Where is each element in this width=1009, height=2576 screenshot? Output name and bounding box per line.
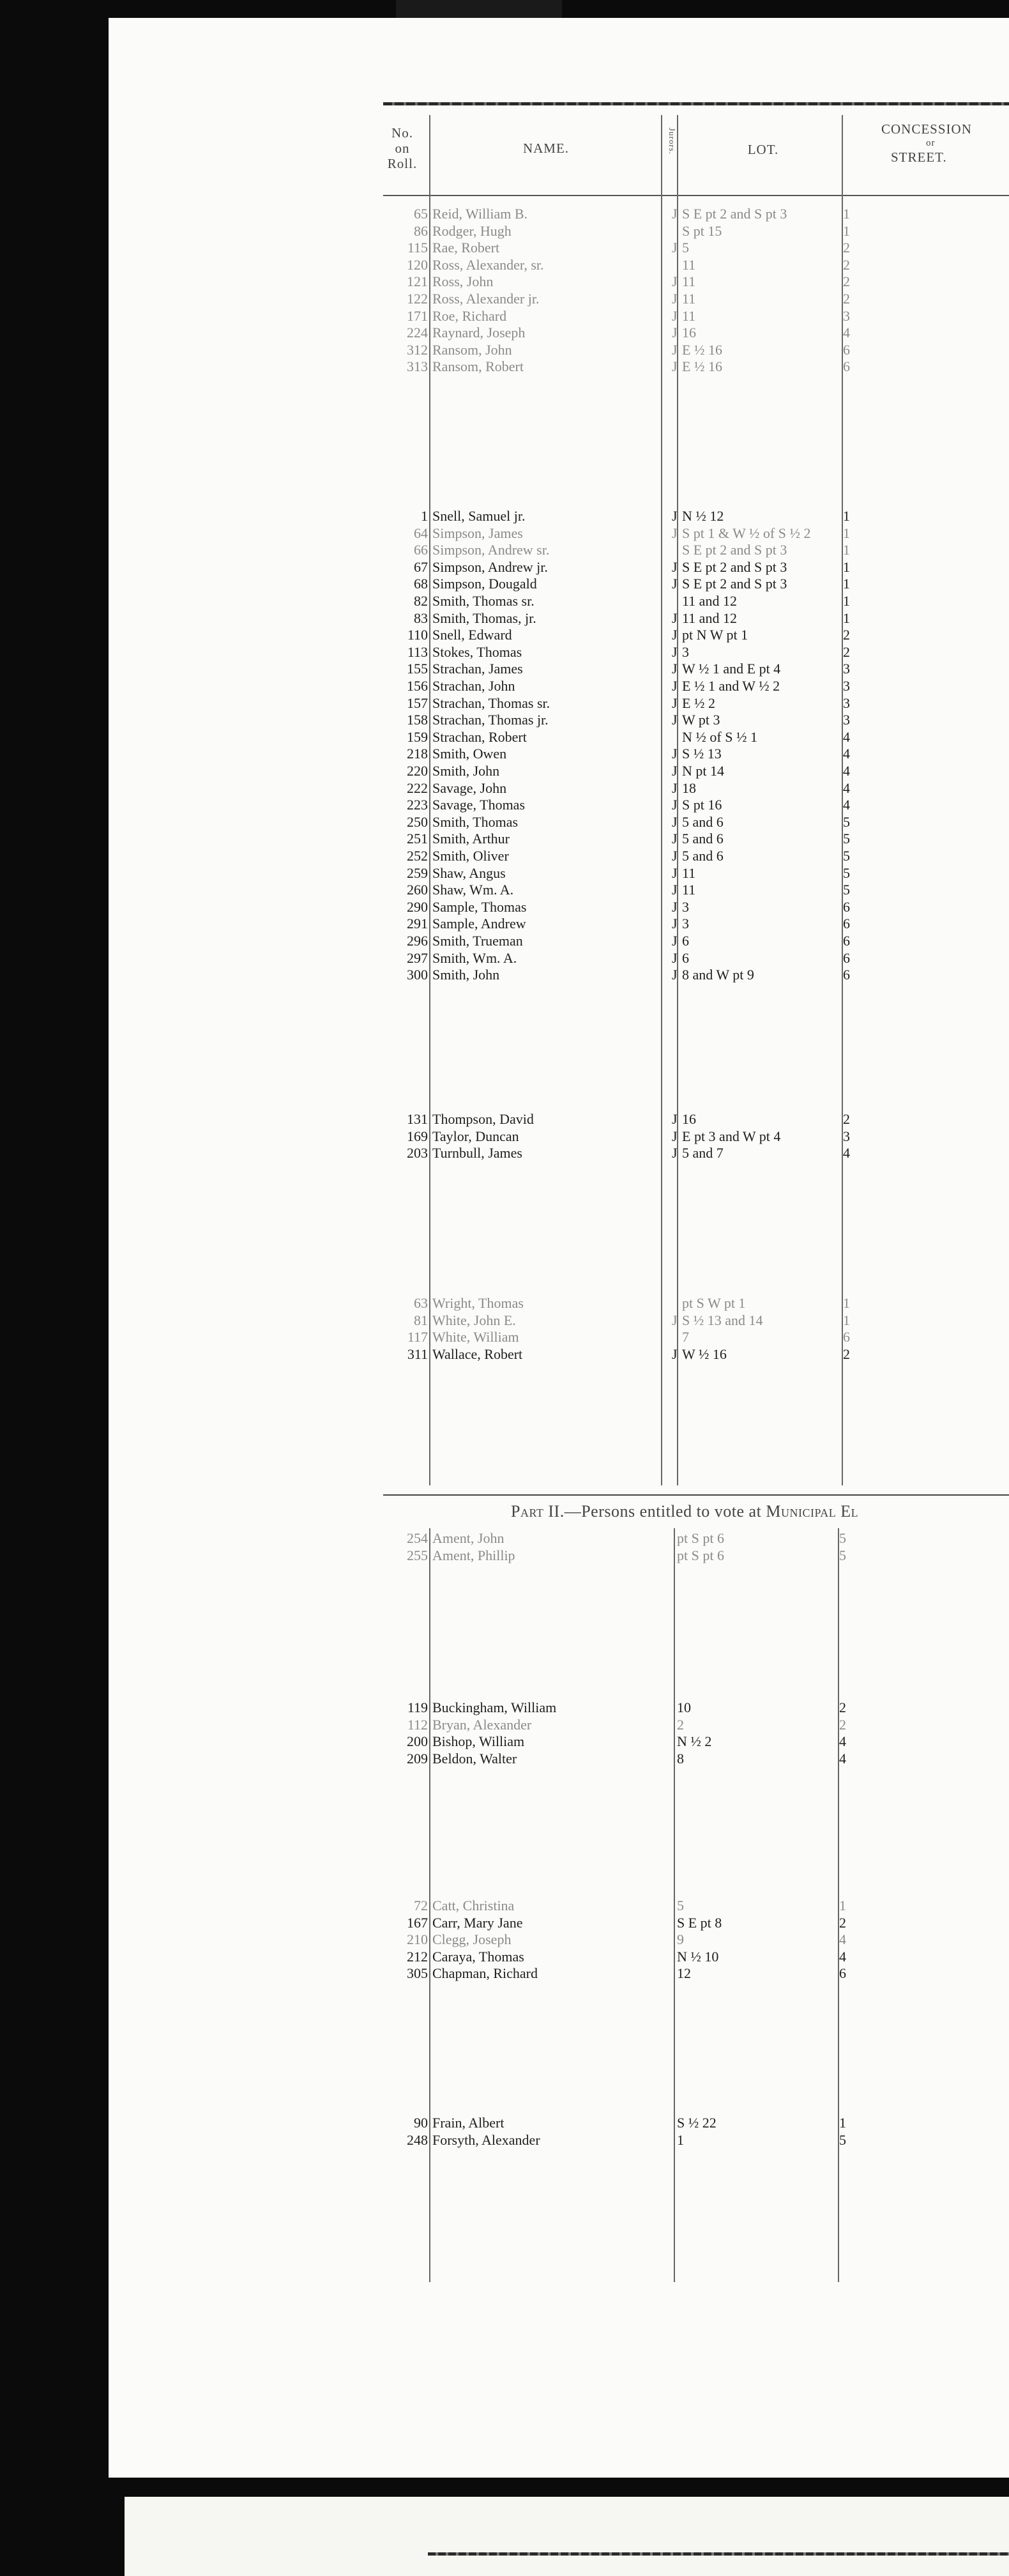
header-roll-line1: No. bbox=[391, 125, 413, 141]
part2-tail: Municipal El bbox=[766, 1502, 859, 1521]
lot: S E pt 8 bbox=[677, 1914, 722, 1931]
lot: S E pt 2 and S pt 3 bbox=[682, 206, 787, 222]
concession: 4 bbox=[843, 797, 850, 813]
voter-name: Snell, Samuel jr. bbox=[432, 508, 526, 524]
lot: 16 bbox=[682, 1111, 696, 1127]
concession: 1 bbox=[843, 610, 850, 626]
voter-name: Shaw, Angus bbox=[432, 864, 506, 881]
roll-number: 220 bbox=[407, 763, 428, 779]
roll-number: 121 bbox=[407, 273, 428, 290]
voter-name: Simpson, Dougald bbox=[432, 576, 537, 592]
voter-name: Savage, Thomas bbox=[432, 797, 526, 813]
roll-number: 157 bbox=[407, 694, 428, 711]
roll-number: 82 bbox=[414, 593, 428, 609]
concession: 2 bbox=[843, 1346, 850, 1362]
lot: W ½ 16 bbox=[682, 1346, 727, 1362]
roll-number: 1 bbox=[421, 508, 428, 524]
header-bottom-rule bbox=[383, 195, 1009, 196]
roll-number: 86 bbox=[414, 222, 428, 239]
juror-mark: J bbox=[672, 610, 678, 626]
roll-number: 259 bbox=[407, 864, 428, 881]
concession: 1 bbox=[843, 222, 850, 239]
juror-mark: J bbox=[672, 240, 678, 256]
lot: 11 bbox=[682, 864, 696, 881]
part2-rule bbox=[383, 1494, 1009, 1496]
roll-number: 218 bbox=[407, 746, 428, 762]
concession: 6 bbox=[843, 341, 850, 358]
concession: 2 bbox=[843, 273, 850, 290]
roll-number: 291 bbox=[407, 916, 428, 932]
voter-name: Reid, William B. bbox=[432, 206, 528, 222]
roll-number: 290 bbox=[407, 898, 428, 915]
juror-mark: J bbox=[672, 848, 678, 864]
juror-mark: J bbox=[672, 712, 678, 728]
concession: 3 bbox=[843, 307, 850, 324]
lot: E ½ 2 bbox=[682, 694, 715, 711]
lot: 1 bbox=[677, 2131, 684, 2148]
lot: 11 bbox=[682, 291, 696, 307]
lot: 5 and 7 bbox=[682, 1145, 724, 1162]
juror-mark: J bbox=[672, 813, 678, 830]
header-name: NAME. bbox=[522, 141, 570, 156]
lot: 6 bbox=[682, 949, 689, 966]
voter-name: Smith, John bbox=[432, 763, 500, 779]
roll-number: 64 bbox=[414, 525, 428, 541]
roll-number: 248 bbox=[407, 2131, 428, 2148]
roll-number: 110 bbox=[407, 627, 428, 643]
roll-number: 83 bbox=[414, 610, 428, 626]
concession: 4 bbox=[839, 1948, 846, 1965]
concession: 3 bbox=[843, 694, 850, 711]
lot: 5 and 6 bbox=[682, 831, 724, 847]
juror-mark: J bbox=[672, 643, 678, 660]
voter-name: Buckingham, William bbox=[432, 1699, 557, 1715]
voter-name: Wright, Thomas bbox=[432, 1295, 524, 1311]
roll-number: 311 bbox=[407, 1346, 428, 1362]
lot: 3 bbox=[682, 916, 689, 932]
roll-number: 156 bbox=[407, 678, 428, 694]
juror-mark: J bbox=[672, 797, 678, 813]
lot: N ½ 10 bbox=[677, 1948, 719, 1965]
lot: E ½ 1 and W ½ 2 bbox=[682, 678, 780, 694]
concession: 5 bbox=[839, 1530, 846, 1546]
concession: 6 bbox=[843, 1329, 850, 1346]
roll-number: 115 bbox=[407, 240, 428, 256]
concession: 4 bbox=[843, 325, 850, 341]
voter-name: Frain, Albert bbox=[432, 2115, 504, 2131]
part2-prefix: Part II. bbox=[511, 1502, 565, 1521]
roll-number: 90 bbox=[414, 2115, 428, 2131]
roll-number: 305 bbox=[407, 1965, 428, 1982]
voter-name: Thompson, David bbox=[432, 1111, 534, 1127]
header-roll-line2: on bbox=[395, 141, 410, 156]
concession: 4 bbox=[839, 1733, 846, 1750]
document-page bbox=[109, 18, 1009, 2478]
roll-number: 297 bbox=[407, 949, 428, 966]
concession: 2 bbox=[843, 256, 850, 273]
concession: 4 bbox=[843, 746, 850, 762]
voter-name: Smith, Trueman bbox=[432, 933, 523, 949]
lot: 10 bbox=[677, 1699, 691, 1715]
concession: 2 bbox=[843, 627, 850, 643]
roll-number: 171 bbox=[407, 307, 428, 324]
concession: 1 bbox=[843, 1312, 850, 1328]
lot: 11 bbox=[682, 307, 696, 324]
concession: 5 bbox=[843, 864, 850, 881]
juror-mark: J bbox=[672, 882, 678, 898]
lot: S E pt 2 and S pt 3 bbox=[682, 558, 787, 575]
voter-name: Strachan, Robert bbox=[432, 728, 527, 745]
concession: 5 bbox=[843, 882, 850, 898]
voter-name: Ament, Phillip bbox=[432, 1547, 515, 1563]
lot: S pt 1 & W ½ of S ½ 2 bbox=[682, 525, 811, 541]
lot: 11 bbox=[682, 882, 696, 898]
voter-name: Clegg, Joseph bbox=[432, 1931, 512, 1948]
part2-title bbox=[511, 1501, 858, 1522]
roll-number: 260 bbox=[407, 882, 428, 898]
voter-name: Raynard, Joseph bbox=[432, 325, 526, 341]
roll-number: 252 bbox=[407, 848, 428, 864]
voter-name: Savage, John bbox=[432, 779, 507, 796]
concession: 4 bbox=[843, 779, 850, 796]
voter-name: Simpson, Andrew jr. bbox=[432, 558, 548, 575]
voter-name: Shaw, Wm. A. bbox=[432, 882, 514, 898]
juror-mark: J bbox=[672, 558, 678, 575]
juror-mark: J bbox=[672, 358, 678, 375]
roll-number: 167 bbox=[407, 1914, 428, 1931]
roll-number: 254 bbox=[407, 1530, 428, 1546]
juror-mark: J bbox=[672, 627, 678, 643]
concession: 1 bbox=[843, 558, 850, 575]
lot: W ½ 1 and E pt 4 bbox=[682, 661, 781, 677]
juror-mark: J bbox=[672, 325, 678, 341]
roll-number: 255 bbox=[407, 1547, 428, 1563]
concession: 4 bbox=[843, 763, 850, 779]
concession: 2 bbox=[843, 1111, 850, 1127]
concession: 6 bbox=[843, 967, 850, 983]
juror-mark: J bbox=[672, 1111, 678, 1127]
roll-number: 119 bbox=[407, 1699, 428, 1715]
juror-mark: J bbox=[672, 206, 678, 222]
concession: 5 bbox=[843, 831, 850, 847]
voter-name: Sample, Thomas bbox=[432, 898, 527, 915]
voter-name: Strachan, Thomas sr. bbox=[432, 694, 550, 711]
concession: 1 bbox=[843, 206, 850, 222]
juror-mark: J bbox=[672, 1312, 678, 1328]
concession: 5 bbox=[839, 2131, 846, 2148]
lot: pt S pt 6 bbox=[677, 1547, 724, 1563]
lot: 5 bbox=[682, 240, 689, 256]
roll-number: 67 bbox=[414, 558, 428, 575]
header-roll-line3: Roll. bbox=[387, 156, 418, 171]
lot: 6 bbox=[682, 933, 689, 949]
lot: 8 and W pt 9 bbox=[682, 967, 754, 983]
lot: S E pt 2 and S pt 3 bbox=[682, 542, 787, 558]
voter-name: Chapman, Richard bbox=[432, 1965, 538, 1982]
voter-name: Rodger, Hugh bbox=[432, 222, 512, 239]
roll-number: 113 bbox=[407, 643, 428, 660]
roll-number: 131 bbox=[407, 1111, 428, 1127]
concession: 6 bbox=[843, 949, 850, 966]
header-top-rule bbox=[383, 102, 1009, 105]
header-concession bbox=[846, 121, 1009, 165]
juror-mark: J bbox=[672, 525, 678, 541]
lot: pt N W pt 1 bbox=[682, 627, 748, 643]
voter-name: Smith, John bbox=[432, 967, 500, 983]
juror-mark: J bbox=[672, 1145, 678, 1162]
roll-number: 300 bbox=[407, 967, 428, 983]
voter-name: Ament, John bbox=[432, 1530, 504, 1546]
voter-name: White, John E. bbox=[432, 1312, 516, 1328]
voter-name: Stokes, Thomas bbox=[432, 643, 522, 660]
concession: 5 bbox=[843, 813, 850, 830]
roll-number: 313 bbox=[407, 358, 428, 375]
lot: pt S pt 6 bbox=[677, 1530, 724, 1546]
concession: 4 bbox=[839, 1750, 846, 1767]
lot: E ½ 16 bbox=[682, 341, 722, 358]
lot: 5 and 6 bbox=[682, 813, 724, 830]
part2-divider-name-lot bbox=[674, 1528, 675, 2282]
voter-name: Forsyth, Alexander bbox=[432, 2131, 540, 2148]
header-roll bbox=[380, 125, 425, 171]
lot: N ½ of S ½ 1 bbox=[682, 728, 757, 745]
roll-number: 120 bbox=[407, 256, 428, 273]
voter-name: Ross, John bbox=[432, 273, 494, 290]
lot: 18 bbox=[682, 779, 696, 796]
juror-mark: J bbox=[672, 898, 678, 915]
voter-name: Smith, Thomas bbox=[432, 813, 519, 830]
juror-mark: J bbox=[672, 949, 678, 966]
voter-name: Turnbull, James bbox=[432, 1145, 522, 1162]
voter-name: Beldon, Walter bbox=[432, 1750, 517, 1767]
voter-name: Caraya, Thomas bbox=[432, 1948, 524, 1965]
concession: 4 bbox=[839, 1931, 846, 1948]
concession: 4 bbox=[843, 728, 850, 745]
juror-mark: J bbox=[672, 1346, 678, 1362]
voter-name: Wallace, Robert bbox=[432, 1346, 523, 1362]
roll-number: 212 bbox=[407, 1948, 428, 1965]
juror-mark: J bbox=[672, 916, 678, 932]
concession: 5 bbox=[839, 1547, 846, 1563]
lot: S ½ 22 bbox=[677, 2115, 717, 2131]
concession: 6 bbox=[839, 1965, 846, 1982]
header-concession-line1: CONCESSION bbox=[881, 121, 972, 137]
lot: 9 bbox=[677, 1931, 684, 1948]
lot: N ½ 2 bbox=[677, 1733, 712, 1750]
lot: 3 bbox=[682, 898, 689, 915]
concession: 2 bbox=[843, 291, 850, 307]
voter-name: Smith, Thomas, jr. bbox=[432, 610, 536, 626]
voter-name: Roe, Richard bbox=[432, 307, 507, 324]
voter-name: Smith, Thomas sr. bbox=[432, 593, 535, 609]
divider-roll-name bbox=[429, 115, 430, 1485]
concession: 2 bbox=[839, 1716, 846, 1733]
voter-name: Bryan, Alexander bbox=[432, 1716, 532, 1733]
concession: 2 bbox=[843, 240, 850, 256]
roll-number: 155 bbox=[407, 661, 428, 677]
roll-number: 203 bbox=[407, 1145, 428, 1162]
voter-name: Smith, Arthur bbox=[432, 831, 510, 847]
next-page-edge bbox=[125, 2497, 1009, 2576]
concession: 6 bbox=[843, 933, 850, 949]
concession: 1 bbox=[843, 542, 850, 558]
juror-mark: J bbox=[672, 933, 678, 949]
voter-name: Bishop, William bbox=[432, 1733, 525, 1750]
lot: W pt 3 bbox=[682, 712, 720, 728]
voter-name: Ross, Alexander, sr. bbox=[432, 256, 544, 273]
lot: N pt 14 bbox=[682, 763, 724, 779]
juror-mark: J bbox=[672, 576, 678, 592]
lot: 16 bbox=[682, 325, 696, 341]
juror-mark: J bbox=[672, 779, 678, 796]
lot: 11 and 12 bbox=[682, 593, 737, 609]
juror-mark: J bbox=[672, 661, 678, 677]
roll-number: 312 bbox=[407, 341, 428, 358]
voter-name: White, William bbox=[432, 1329, 519, 1346]
concession: 6 bbox=[843, 916, 850, 932]
concession: 1 bbox=[843, 593, 850, 609]
roll-number: 296 bbox=[407, 933, 428, 949]
header-concession-line2: or bbox=[926, 138, 936, 148]
voter-name: Catt, Christina bbox=[432, 1897, 515, 1913]
part2-divider-roll-name bbox=[429, 1528, 430, 2282]
divider-name-jurors bbox=[661, 115, 662, 1485]
concession: 6 bbox=[843, 898, 850, 915]
voter-name: Strachan, James bbox=[432, 661, 523, 677]
lot: 8 bbox=[677, 1750, 684, 1767]
juror-mark: J bbox=[672, 746, 678, 762]
concession: 3 bbox=[843, 678, 850, 694]
juror-mark: J bbox=[672, 508, 678, 524]
lot: 2 bbox=[677, 1716, 684, 1733]
juror-mark: J bbox=[672, 1128, 678, 1144]
juror-mark: J bbox=[672, 291, 678, 307]
roll-number: 223 bbox=[407, 797, 428, 813]
lot: 12 bbox=[677, 1965, 691, 1982]
lot: 5 bbox=[677, 1897, 684, 1913]
voter-name: Smith, Owen bbox=[432, 746, 507, 762]
lot: 11 bbox=[682, 273, 696, 290]
voter-name: Ransom, John bbox=[432, 341, 512, 358]
roll-number: 122 bbox=[407, 291, 428, 307]
roll-number: 81 bbox=[414, 1312, 428, 1328]
concession: 5 bbox=[843, 848, 850, 864]
concession: 1 bbox=[843, 576, 850, 592]
roll-number: 117 bbox=[407, 1329, 428, 1346]
concession: 3 bbox=[843, 712, 850, 728]
roll-number: 159 bbox=[407, 728, 428, 745]
lot: 11 and 12 bbox=[682, 610, 737, 626]
roll-number: 65 bbox=[414, 206, 428, 222]
lot: pt S W pt 1 bbox=[682, 1295, 746, 1311]
roll-number: 66 bbox=[414, 542, 428, 558]
roll-number: 251 bbox=[407, 831, 428, 847]
concession: 6 bbox=[843, 358, 850, 375]
roll-number: 63 bbox=[414, 1295, 428, 1311]
lot: 3 bbox=[682, 643, 689, 660]
voter-name: Ransom, Robert bbox=[432, 358, 524, 375]
concession: 1 bbox=[843, 525, 850, 541]
concession: 4 bbox=[843, 1145, 850, 1162]
concession: 1 bbox=[839, 1897, 846, 1913]
voter-name: Simpson, James bbox=[432, 525, 523, 541]
lot: 5 and 6 bbox=[682, 848, 724, 864]
voter-name: Smith, Oliver bbox=[432, 848, 509, 864]
juror-mark: J bbox=[672, 864, 678, 881]
lot: S pt 16 bbox=[682, 797, 722, 813]
lot: N ½ 12 bbox=[682, 508, 724, 524]
part2-text: —Persons entitled to vote at bbox=[564, 1502, 766, 1521]
concession: 3 bbox=[843, 1128, 850, 1144]
voter-name: Ross, Alexander jr. bbox=[432, 291, 540, 307]
voter-name: Rae, Robert bbox=[432, 240, 500, 256]
roll-number: 222 bbox=[407, 779, 428, 796]
lot: E ½ 16 bbox=[682, 358, 722, 375]
concession: 2 bbox=[839, 1914, 846, 1931]
lot: 11 bbox=[682, 256, 696, 273]
lot: S pt 15 bbox=[682, 222, 722, 239]
lot: 7 bbox=[682, 1329, 689, 1346]
roll-number: 112 bbox=[407, 1716, 428, 1733]
voter-name: Snell, Edward bbox=[432, 627, 512, 643]
lot: S ½ 13 and 14 bbox=[682, 1312, 763, 1328]
concession: 1 bbox=[843, 1295, 850, 1311]
juror-mark: J bbox=[672, 967, 678, 983]
voter-name: Strachan, Thomas jr. bbox=[432, 712, 549, 728]
voter-name: Carr, Mary Jane bbox=[432, 1914, 523, 1931]
voter-name: Strachan, John bbox=[432, 678, 515, 694]
juror-mark: J bbox=[672, 694, 678, 711]
lot: S ½ 13 bbox=[682, 746, 722, 762]
juror-mark: J bbox=[672, 307, 678, 324]
juror-mark: J bbox=[672, 341, 678, 358]
next-page-rule bbox=[428, 2552, 1009, 2556]
roll-number: 72 bbox=[414, 1897, 428, 1913]
juror-mark: J bbox=[672, 831, 678, 847]
concession: 1 bbox=[843, 508, 850, 524]
concession: 2 bbox=[839, 1699, 846, 1715]
roll-number: 224 bbox=[407, 325, 428, 341]
juror-mark: J bbox=[672, 763, 678, 779]
header-lot: LOT. bbox=[747, 142, 779, 157]
roll-number: 250 bbox=[407, 813, 428, 830]
roll-number: 209 bbox=[407, 1750, 428, 1767]
juror-mark: J bbox=[672, 678, 678, 694]
concession: 3 bbox=[843, 661, 850, 677]
voter-name: Smith, Wm. A. bbox=[432, 949, 517, 966]
roll-number: 200 bbox=[407, 1733, 428, 1750]
voter-name: Sample, Andrew bbox=[432, 916, 526, 932]
voter-name: Simpson, Andrew sr. bbox=[432, 542, 550, 558]
voter-name: Taylor, Duncan bbox=[432, 1128, 519, 1144]
concession: 1 bbox=[839, 2115, 846, 2131]
roll-number: 158 bbox=[407, 712, 428, 728]
juror-mark: J bbox=[672, 273, 678, 290]
roll-number: 210 bbox=[407, 1931, 428, 1948]
lot: E pt 3 and W pt 4 bbox=[682, 1128, 781, 1144]
roll-number: 68 bbox=[414, 576, 428, 592]
lot: S E pt 2 and S pt 3 bbox=[682, 576, 787, 592]
roll-number: 169 bbox=[407, 1128, 428, 1144]
binding-mark bbox=[396, 0, 562, 18]
concession: 2 bbox=[843, 643, 850, 660]
header-concession-line3: STREET. bbox=[891, 150, 947, 165]
header-jurors: Jurors. bbox=[667, 128, 677, 155]
